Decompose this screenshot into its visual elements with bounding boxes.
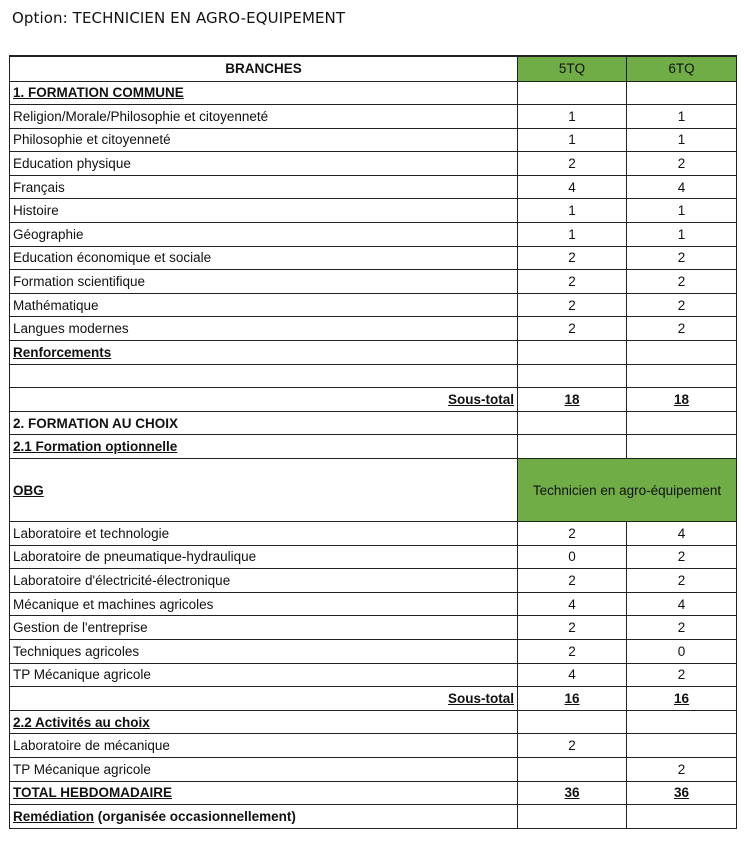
- value-5tq: 2: [518, 152, 627, 176]
- value-5tq: 2: [518, 246, 627, 270]
- row-label: Laboratoire et technologie: [10, 522, 518, 546]
- value-6tq: 2: [627, 569, 737, 593]
- row-label: Education physique: [10, 152, 518, 176]
- table-row: [10, 105, 737, 129]
- table-row: [10, 757, 737, 781]
- option-name: Technicien en agro-équipement: [518, 459, 737, 522]
- page-title: Option: TECHNICIEN EN AGRO-EQUIPEMENT: [12, 9, 346, 27]
- section-row: [10, 710, 737, 734]
- subtotal-6tq: 18: [627, 388, 737, 412]
- value-6tq: 2: [627, 270, 737, 294]
- value-6tq: [627, 734, 737, 758]
- table-row: [10, 545, 737, 569]
- section-formation-commune: 1. FORMATION COMMUNE: [10, 81, 518, 105]
- table-row: [10, 270, 737, 294]
- remediation-note: (organisée occasionnellement): [97, 808, 296, 824]
- value-6tq: 2: [627, 545, 737, 569]
- row-label: Mécanique et machines agricoles: [10, 592, 518, 616]
- value-5tq: 4: [518, 592, 627, 616]
- total-6tq: 36: [627, 781, 737, 805]
- value-6tq: 2: [627, 757, 737, 781]
- subtotal-row: [10, 687, 737, 711]
- row-label: TP Mécanique agricole: [10, 757, 518, 781]
- value-5tq: 2: [518, 270, 627, 294]
- row-label: Philosophie et citoyenneté: [10, 128, 518, 152]
- value-5tq: 2: [518, 569, 627, 593]
- obg-label: OBG: [10, 459, 518, 522]
- value-5tq: 1: [518, 105, 627, 129]
- header-row: [10, 56, 737, 81]
- table-row: [10, 569, 737, 593]
- value-5tq: 2: [518, 317, 627, 341]
- value-6tq: 1: [627, 128, 737, 152]
- empty-row: [10, 364, 737, 388]
- table-row: [10, 223, 737, 247]
- section-row: [10, 435, 737, 459]
- obg-row: [10, 459, 737, 522]
- table-row: [10, 317, 737, 341]
- table-row: [10, 639, 737, 663]
- table-row: [10, 152, 737, 176]
- section-row: [10, 411, 737, 435]
- row-label: Géographie: [10, 223, 518, 247]
- total-row: [10, 781, 737, 805]
- value-5tq: 2: [518, 293, 627, 317]
- subtotal-label: Sous-total: [10, 388, 518, 412]
- subtotal-5tq: 16: [518, 687, 627, 711]
- value-5tq: [518, 757, 627, 781]
- value-6tq: 0: [627, 639, 737, 663]
- row-label: TP Mécanique agricole: [10, 663, 518, 687]
- table-row: [10, 522, 737, 546]
- value-5tq: 2: [518, 522, 627, 546]
- renforcements-label: Renforcements: [10, 341, 518, 365]
- table-row: [10, 246, 737, 270]
- row-label: Education économique et sociale: [10, 246, 518, 270]
- row-label: Formation scientifique: [10, 270, 518, 294]
- value-6tq: 4: [627, 592, 737, 616]
- row-label: Techniques agricoles: [10, 639, 518, 663]
- subtotal-label: Sous-total: [10, 687, 518, 711]
- row-label: Histoire: [10, 199, 518, 223]
- value-5tq: 1: [518, 223, 627, 247]
- remediation-cell: [10, 805, 518, 829]
- value-6tq: 1: [627, 223, 737, 247]
- table-row: [10, 199, 737, 223]
- timetable-grid: [9, 55, 737, 829]
- renforcements-row: [10, 341, 737, 365]
- total-label: TOTAL HEBDOMADAIRE: [10, 781, 518, 805]
- value-6tq: 2: [627, 293, 737, 317]
- subtotal-row: [10, 388, 737, 412]
- table-row: [10, 592, 737, 616]
- table-row: [10, 293, 737, 317]
- value-6tq: 2: [627, 616, 737, 640]
- row-label: Laboratoire d'électricité-électronique: [10, 569, 518, 593]
- remediation-label: Remédiation: [13, 808, 95, 824]
- value-5tq: 1: [518, 128, 627, 152]
- row-label: Laboratoire de pneumatique-hydraulique: [10, 545, 518, 569]
- row-label: Gestion de l'entreprise: [10, 616, 518, 640]
- value-5tq: 2: [518, 616, 627, 640]
- value-6tq: 4: [627, 522, 737, 546]
- table-row: [10, 734, 737, 758]
- subtotal-5tq: 18: [518, 388, 627, 412]
- value-6tq: 2: [627, 246, 737, 270]
- value-6tq: 1: [627, 199, 737, 223]
- value-5tq: 1: [518, 199, 627, 223]
- section-formation-optionnelle: 2.1 Formation optionnelle: [10, 435, 518, 459]
- value-5tq: 0: [518, 545, 627, 569]
- value-5tq: 2: [518, 734, 627, 758]
- header-branches: BRANCHES: [10, 56, 518, 81]
- value-6tq: 2: [627, 317, 737, 341]
- row-label: Français: [10, 175, 518, 199]
- section-activites-choix: 2.2 Activités au choix: [10, 710, 518, 734]
- header-6tq: 6TQ: [627, 56, 737, 81]
- value-6tq: 1: [627, 105, 737, 129]
- total-5tq: 36: [518, 781, 627, 805]
- table-row: [10, 663, 737, 687]
- row-label: Langues modernes: [10, 317, 518, 341]
- value-5tq: 4: [518, 175, 627, 199]
- table-row: [10, 175, 737, 199]
- row-label: Mathématique: [10, 293, 518, 317]
- value-6tq: 2: [627, 663, 737, 687]
- header-5tq: 5TQ: [518, 56, 627, 81]
- row-label: Laboratoire de mécanique: [10, 734, 518, 758]
- value-6tq: 4: [627, 175, 737, 199]
- row-label: Religion/Morale/Philosophie et citoyenneté: [10, 105, 518, 129]
- value-6tq: 2: [627, 152, 737, 176]
- value-5tq: 2: [518, 639, 627, 663]
- table-row: [10, 128, 737, 152]
- section-row: [10, 81, 737, 105]
- value-5tq: 4: [518, 663, 627, 687]
- section-formation-choix: 2. FORMATION AU CHOIX: [10, 411, 518, 435]
- table-row: [10, 616, 737, 640]
- subtotal-6tq: 16: [627, 687, 737, 711]
- remediation-row: [10, 805, 737, 829]
